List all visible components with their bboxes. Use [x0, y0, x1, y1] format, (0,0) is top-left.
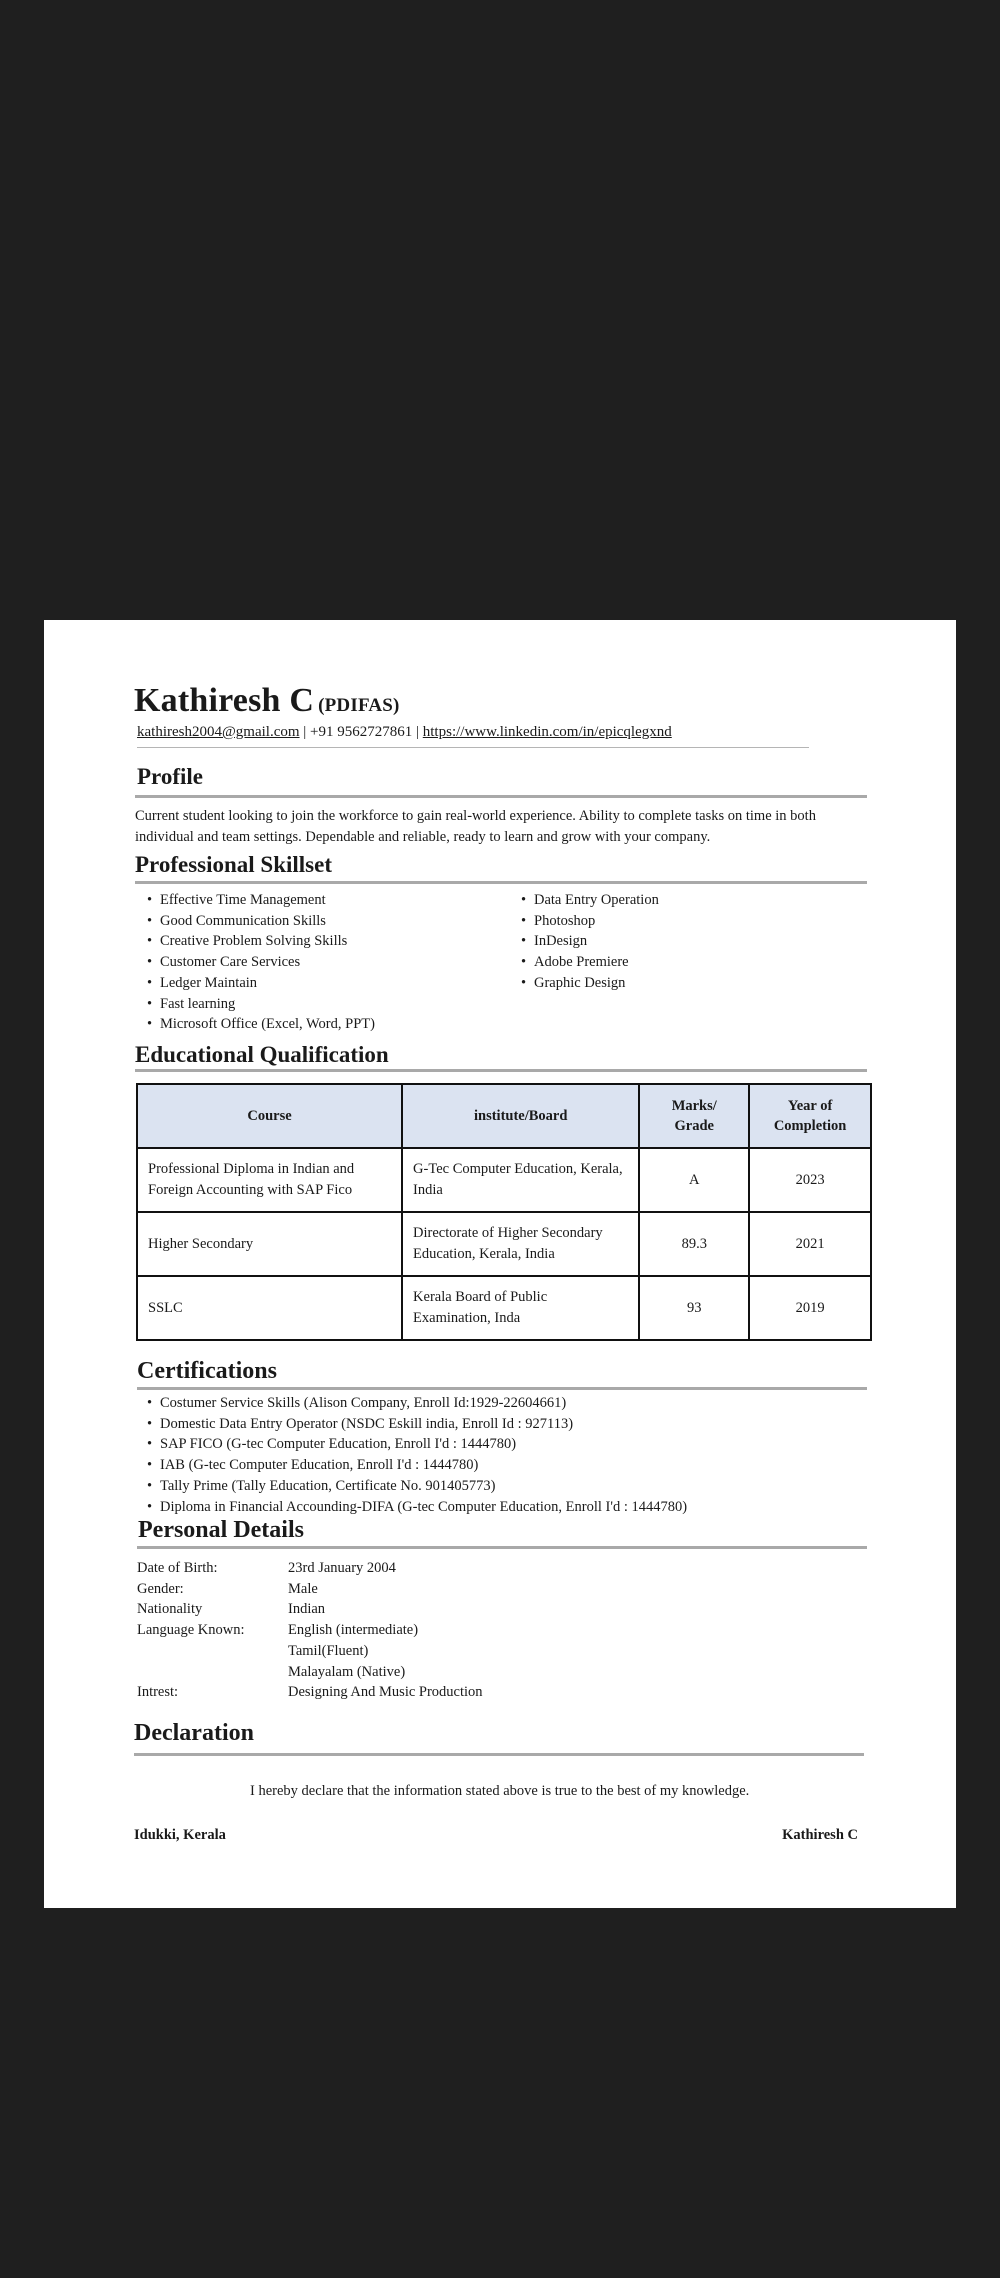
detail-row [137, 1641, 483, 1662]
detail-row [137, 1558, 483, 1579]
declaration-heading: Declaration [134, 1720, 254, 1746]
interest-label: Intrest: [137, 1684, 179, 1701]
language-value: Malayalam (Native) [288, 1663, 406, 1680]
skills-list-right [517, 890, 659, 994]
column-header: Course [137, 1084, 402, 1148]
list-item: • Good Communication Skills [143, 911, 375, 932]
language-value: English (intermediate) [288, 1622, 419, 1639]
phone-text: | +91 9562727861 | [299, 724, 423, 740]
declaration-text: I hereby declare that the information stated above is true to the best of my knowledge. [250, 1783, 750, 1799]
detail-row [137, 1599, 483, 1620]
table-row [137, 1148, 871, 1212]
email-link[interactable]: kathiresh2004@gmail.com [137, 724, 300, 740]
personal-heading: Personal Details [138, 1517, 304, 1543]
skills-list-left [143, 890, 375, 1035]
table-cell: 89.3 [639, 1212, 749, 1276]
dob-value: 23rd January 2004 [288, 1560, 396, 1576]
signature-name: Kathiresh C [782, 1827, 858, 1843]
list-item: • Ledger Maintain [143, 973, 375, 994]
list-item: • Data Entry Operation [517, 890, 659, 911]
dob-label: Date of Birth: [137, 1560, 218, 1576]
profile-text: Current student looking to join the workforce to gain real-world experience. Ability to complete tasks on time in both individual and team settings. Dependable and reliable, ready to learn and grow with your company. [135, 808, 816, 845]
list-item: • Customer Care Services [143, 952, 375, 973]
table-cell: A [639, 1148, 749, 1212]
list-item: • Photoshop [517, 911, 659, 932]
table-cell: Professional Diploma in Indian and Foreign Accounting with SAP Fico [137, 1148, 402, 1212]
nationality-value: Indian [288, 1601, 326, 1618]
profile-heading: Profile [137, 764, 203, 789]
skills-rule [135, 881, 867, 884]
list-item: • SAP FICO (G-tec Computer Education, Enroll I'd : 1444780) [143, 1434, 687, 1455]
table-cell: 93 [639, 1276, 749, 1340]
education-heading: Educational Qualification [135, 1042, 389, 1067]
table-cell: SSLC [137, 1276, 402, 1340]
list-item: • InDesign [517, 931, 659, 952]
interest-value: Designing And Music Production [288, 1684, 483, 1701]
declaration-rule [134, 1753, 864, 1756]
table-cell: 2019 [749, 1276, 871, 1340]
certifications-rule [137, 1387, 867, 1390]
list-item: • Diploma in Financial Accounding-DIFA (G-tec Computer Education, Enroll I'd : 1444780) [143, 1497, 687, 1518]
detail-row [137, 1620, 483, 1641]
qualification-suffix: (PDIFAS) [318, 695, 400, 716]
profile-rule [135, 795, 867, 798]
list-item: • Adobe Premiere [517, 952, 659, 973]
table-row [137, 1212, 871, 1276]
resume-page [44, 620, 956, 1908]
table-header-row [137, 1084, 871, 1148]
list-item: • Graphic Design [517, 973, 659, 994]
contact-line [137, 724, 672, 741]
detail-row [137, 1662, 483, 1683]
list-item: • Domestic Data Entry Operator (NSDC Eskill india, Enroll Id : 927113) [143, 1414, 687, 1435]
contact-divider [137, 747, 809, 748]
personal-details [137, 1558, 483, 1703]
personal-rule [137, 1546, 867, 1549]
list-item: • Fast learning [143, 994, 375, 1015]
candidate-name: Kathiresh C (PDIFAS) [134, 682, 400, 719]
list-item: • Effective Time Management [143, 890, 375, 911]
place-text: Idukki, Kerala [134, 1827, 226, 1843]
list-item: • IAB (G-tec Computer Education, Enroll I'd : 1444780) [143, 1455, 687, 1476]
language-value: Tamil(Fluent) [288, 1642, 369, 1659]
certifications-heading: Certifications [137, 1358, 277, 1384]
table-cell: G-Tec Computer Education, Kerala, India [402, 1148, 639, 1212]
table-cell: 2021 [749, 1212, 871, 1276]
table-row [137, 1276, 871, 1340]
detail-row [137, 1682, 483, 1703]
list-item: • Microsoft Office (Excel, Word, PPT) [143, 1014, 375, 1035]
gender-label: Gender: [137, 1580, 184, 1597]
skills-heading: Professional Skillset [135, 852, 333, 877]
list-item: • Costumer Service Skills (Alison Company, Enroll Id:1929-22604661) [143, 1393, 687, 1414]
column-header: Year of Completion [749, 1084, 871, 1148]
table-cell: Directorate of Higher Secondary Education, Kerala, India [402, 1212, 639, 1276]
list-item: • Tally Prime (Tally Education, Certificate No. 901405773) [143, 1476, 687, 1497]
language-label: Language Known: [137, 1622, 245, 1639]
certifications-list [143, 1393, 687, 1517]
detail-row [137, 1579, 483, 1600]
table-cell: 2023 [749, 1148, 871, 1212]
table-cell: Higher Secondary [137, 1212, 402, 1276]
education-rule [135, 1069, 867, 1072]
linkedin-link[interactable]: https://www.linkedin.com/in/epicqlegxnd [422, 724, 672, 740]
list-item: • Creative Problem Solving Skills [143, 931, 375, 952]
nationality-label: Nationality [137, 1601, 203, 1618]
table-cell: Kerala Board of Public Examination, Inda [402, 1276, 639, 1340]
education-table [136, 1083, 872, 1341]
column-header: institute/Board [402, 1084, 639, 1148]
gender-value: Male [288, 1580, 318, 1597]
column-header: Marks/ Grade [639, 1084, 749, 1148]
